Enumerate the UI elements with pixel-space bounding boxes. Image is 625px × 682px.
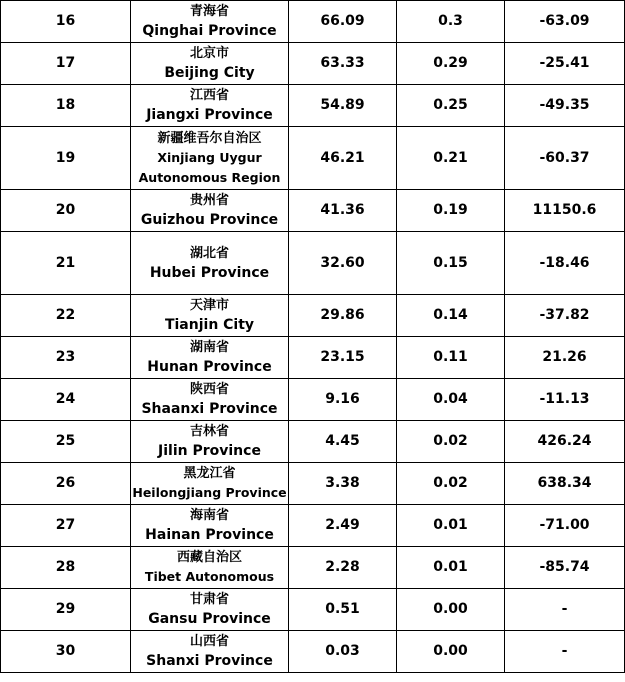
province-name-en: Tianjin City [164, 317, 255, 333]
province-name-en: Hainan Province [145, 527, 274, 543]
table-row [1, 463, 625, 505]
table-row [1, 505, 625, 547]
share-cell: 0.25 [397, 85, 505, 127]
rank-cell: 24 [1, 379, 131, 421]
province-name-cn: 天津市 [189, 298, 229, 313]
rank-cell: 16 [1, 1, 131, 43]
province-name-en: Jiangxi Province [146, 107, 273, 123]
share-cell: 0.02 [397, 421, 505, 463]
province-cell [131, 85, 289, 127]
province-name-cn: 黑龙江省 [183, 466, 236, 481]
rank-cell: 28 [1, 547, 131, 589]
change-cell: 11150.6 [505, 190, 625, 232]
province-cell [131, 505, 289, 547]
change-cell: -71.00 [505, 505, 625, 547]
province-cell [131, 232, 289, 295]
province-cell [131, 463, 289, 505]
province-name-cn: 山西省 [189, 634, 229, 649]
value-cell: 41.36 [289, 190, 397, 232]
rank-cell: 22 [1, 295, 131, 337]
value-cell: 23.15 [289, 337, 397, 379]
value-cell: 46.21 [289, 127, 397, 190]
change-cell: -11.13 [505, 379, 625, 421]
share-cell: 0.01 [397, 547, 505, 589]
province-name-en: Guizhou Province [140, 212, 279, 228]
value-cell: 4.45 [289, 421, 397, 463]
change-cell: -85.74 [505, 547, 625, 589]
value-cell: 0.51 [289, 589, 397, 631]
table-row [1, 232, 625, 295]
province-cell [131, 1, 289, 43]
table-row [1, 337, 625, 379]
value-cell: 66.09 [289, 1, 397, 43]
province-cell [131, 631, 289, 673]
rank-cell: 25 [1, 421, 131, 463]
value-cell: 0.03 [289, 631, 397, 673]
change-cell: -37.82 [505, 295, 625, 337]
change-cell: -63.09 [505, 1, 625, 43]
province-name-cn: 陕西省 [189, 382, 229, 397]
province-cell [131, 190, 289, 232]
province-name-en: Hunan Province [147, 359, 272, 375]
change-cell: -49.35 [505, 85, 625, 127]
change-cell: 21.26 [505, 337, 625, 379]
rank-cell: 23 [1, 337, 131, 379]
table-row [1, 190, 625, 232]
table-row [1, 547, 625, 589]
value-cell: 3.38 [289, 463, 397, 505]
province-name-cn: 贵州省 [189, 193, 229, 208]
province-name-cn: 甘肃省 [189, 592, 229, 607]
province-name-en: Beijing City [164, 65, 255, 81]
share-cell: 0.29 [397, 43, 505, 85]
share-cell: 0.00 [397, 631, 505, 673]
province-cell [131, 379, 289, 421]
province-cell [131, 421, 289, 463]
province-name-en: Tibet Autonomous [144, 569, 275, 584]
value-cell: 2.49 [289, 505, 397, 547]
table-row [1, 631, 625, 673]
province-cell [131, 337, 289, 379]
change-cell: -18.46 [505, 232, 625, 295]
change-cell: 638.34 [505, 463, 625, 505]
province-name-cn: 西藏自治区 [176, 550, 242, 565]
province-name-en: Xinjiang Uygur [157, 149, 262, 165]
rank-cell: 29 [1, 589, 131, 631]
province-name-cn: 青海省 [189, 4, 229, 19]
table-row [1, 85, 625, 127]
share-cell: 0.02 [397, 463, 505, 505]
table-row [1, 589, 625, 631]
province-name-cn: 新疆维吾尔自治区 [157, 130, 262, 146]
rank-cell: 30 [1, 631, 131, 673]
change-cell: -60.37 [505, 127, 625, 190]
province-name-cn: 湖南省 [189, 340, 229, 355]
rank-cell: 19 [1, 127, 131, 190]
share-cell: 0.21 [397, 127, 505, 190]
province-name-en: Shaanxi Province [141, 401, 278, 417]
province-name-en: Qinghai Province [142, 23, 277, 39]
province-name-en: Jilin Province [158, 443, 261, 459]
rank-cell: 20 [1, 190, 131, 232]
table-row [1, 1, 625, 43]
share-cell: 0.3 [397, 1, 505, 43]
share-cell: 0.15 [397, 232, 505, 295]
value-cell: 2.28 [289, 547, 397, 589]
province-name-cn: 江西省 [189, 88, 229, 103]
share-cell: 0.19 [397, 190, 505, 232]
table-row [1, 421, 625, 463]
share-cell: 0.04 [397, 379, 505, 421]
share-cell: 0.14 [397, 295, 505, 337]
share-cell: 0.11 [397, 337, 505, 379]
value-cell: 29.86 [289, 295, 397, 337]
table-row [1, 379, 625, 421]
value-cell: 54.89 [289, 85, 397, 127]
province-name-cn: 北京市 [189, 46, 229, 61]
province-name-en: Shanxi Province [146, 653, 273, 669]
rank-cell: 21 [1, 232, 131, 295]
share-cell: 0.00 [397, 589, 505, 631]
province-name-en-line2: Autonomous Region [138, 169, 281, 185]
province-cell [131, 589, 289, 631]
change-cell: - [505, 589, 625, 631]
province-name-cn: 吉林省 [189, 424, 229, 439]
province-cell [131, 547, 289, 589]
province-name-en: Gansu Province [148, 611, 271, 627]
rank-cell: 27 [1, 505, 131, 547]
rank-cell: 17 [1, 43, 131, 85]
change-cell: 426.24 [505, 421, 625, 463]
table-row [1, 127, 625, 190]
province-name-cn: 湖北省 [189, 245, 229, 261]
province-name-cn: 海南省 [189, 508, 229, 523]
province-name-en: Hubei Province [149, 264, 270, 281]
table-row [1, 295, 625, 337]
value-cell: 32.60 [289, 232, 397, 295]
province-cell [131, 127, 289, 190]
share-cell: 0.01 [397, 505, 505, 547]
change-cell: -25.41 [505, 43, 625, 85]
table-row [1, 43, 625, 85]
rank-cell: 18 [1, 85, 131, 127]
change-cell: - [505, 631, 625, 673]
value-cell: 63.33 [289, 43, 397, 85]
value-cell: 9.16 [289, 379, 397, 421]
province-name-en: Heilongjiang Province [132, 485, 287, 500]
rank-cell: 26 [1, 463, 131, 505]
province-cell [131, 43, 289, 85]
province-cell [131, 295, 289, 337]
